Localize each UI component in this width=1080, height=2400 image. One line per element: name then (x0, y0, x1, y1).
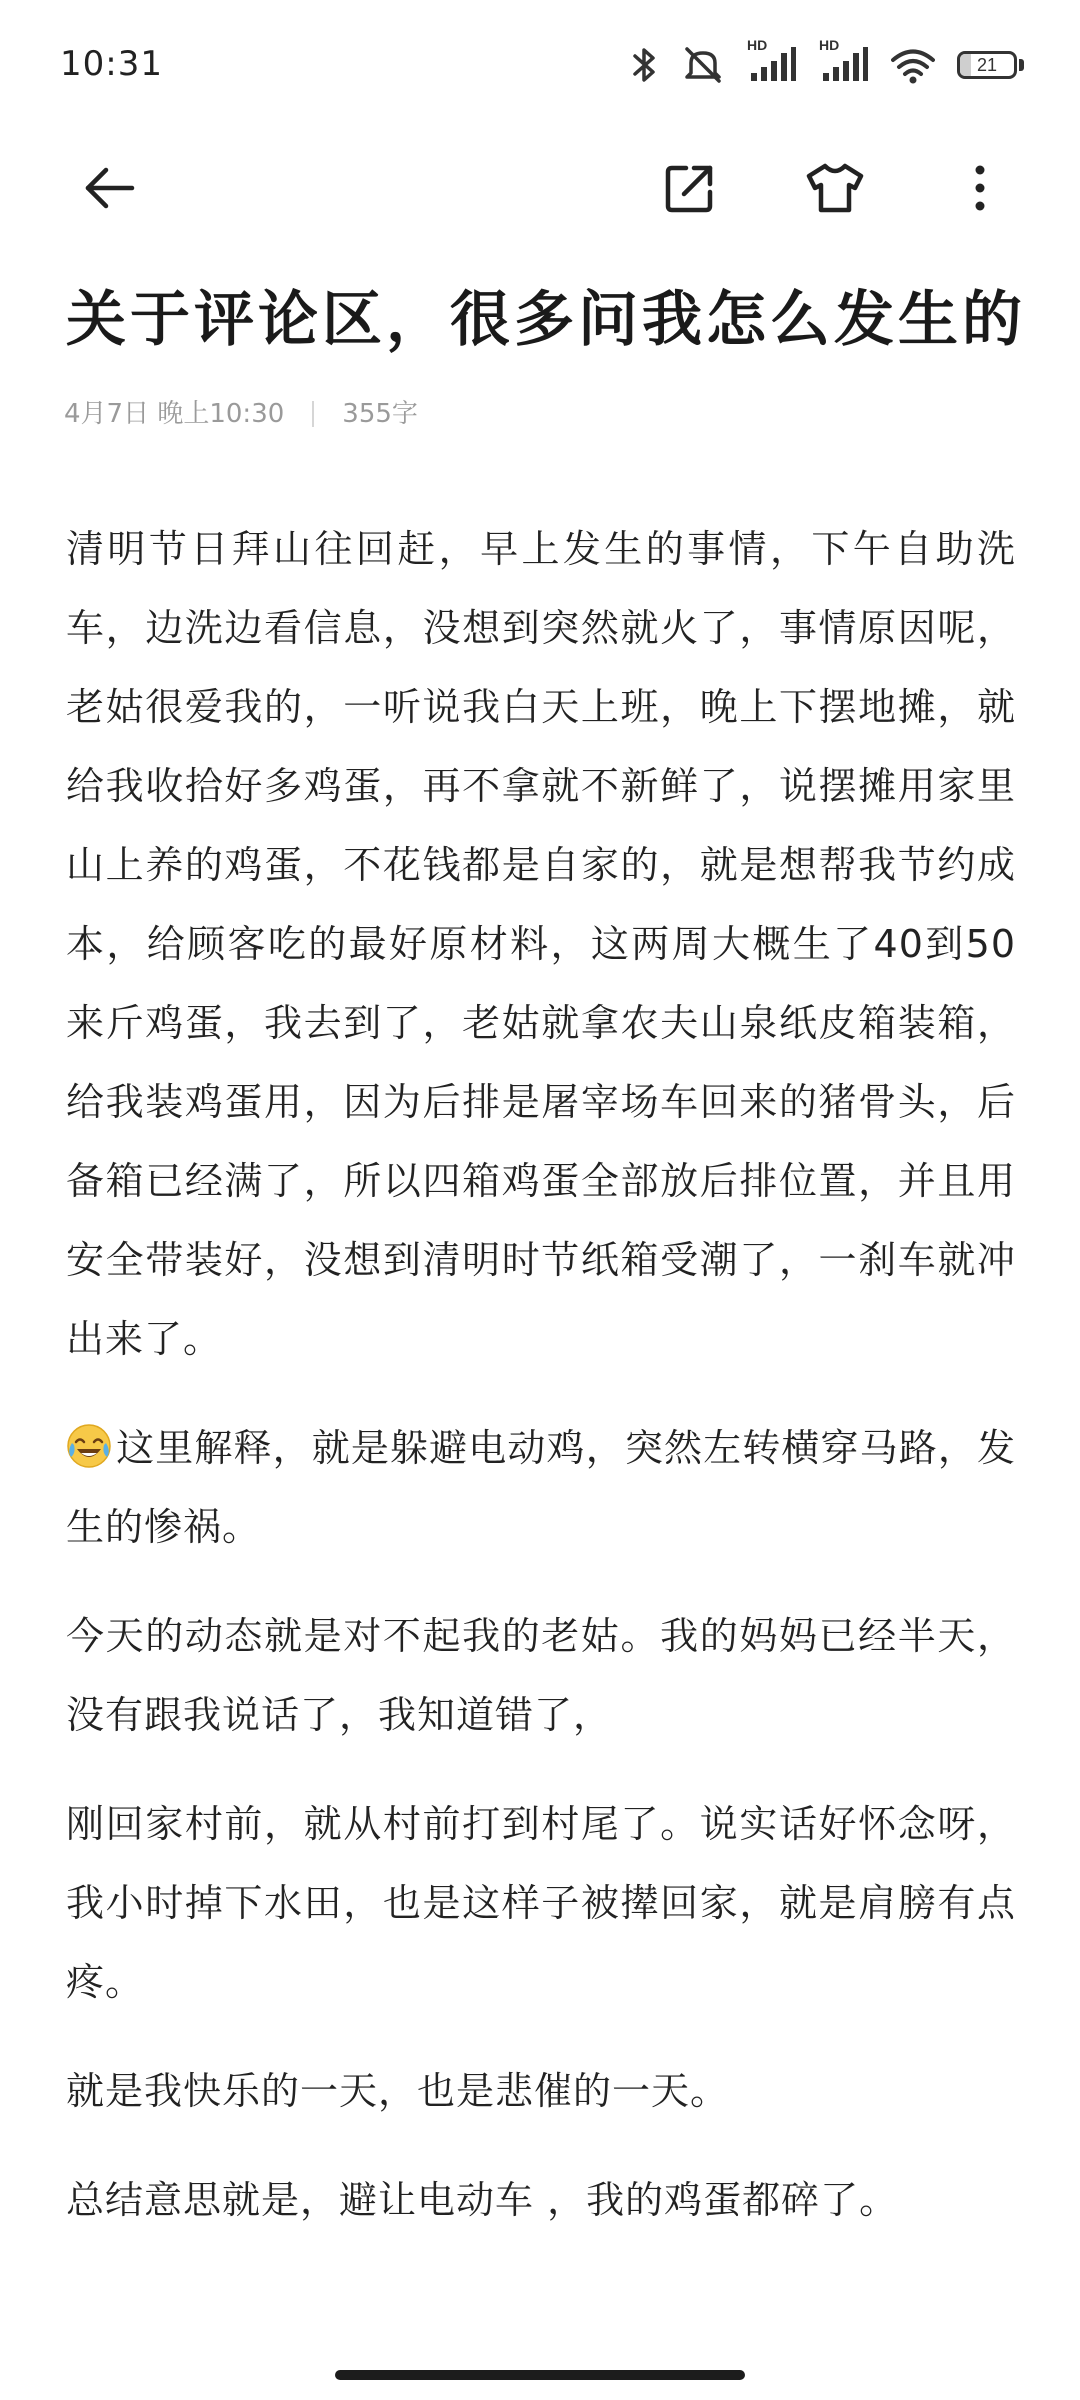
hd-label: HD (747, 37, 768, 53)
battery-icon (957, 51, 1024, 79)
note-paragraph: 清明节日拜山往回赶，早上发生的事情，下午自助洗车，边洗边看信息，没想到突然就火了，事情原因呢，老姑很爱我的，一听说我白天上班，晚上下摆地摊，就给我收拾好多鸡蛋，再不拿就不新鲜了，说摆摊用家里山上养的鸡蛋，不花钱都是自家的，就是想帮我节约成本，给顾客吃的最好原材料，这两周大概生了40到50来斤鸡蛋，我去到了，老姑就拿农夫山泉纸皮箱装箱，给我装鸡蛋用，因为后排是屠宰场车回来的猪骨头，后备箱已经满了，所以四箱鸡蛋全部放后排位置，并且用安全带装好，没想到清明时节纸箱受潮了，一刹车就冲出来了。 (66, 527, 1016, 1361)
note-paragraph-text: 这里解释，就是躲避电动鸡，突然左转横穿马路，发生的惨祸。 (66, 1426, 1016, 1549)
back-button[interactable] (60, 140, 160, 240)
note-paragraph-with-emoji (66, 1409, 1016, 1567)
bluetooth-icon (631, 45, 659, 85)
more-vertical-icon (970, 160, 990, 220)
note-body[interactable] (66, 510, 1016, 2270)
note-title[interactable]: 关于评论区，很多问我怎么发生的 (66, 285, 1026, 355)
share-button[interactable] (640, 140, 740, 240)
hd-label: HD (819, 37, 840, 53)
note-date: 4月7日 晚上10:30 (64, 399, 285, 429)
battery-tip (1019, 59, 1024, 71)
signal-icon (747, 37, 797, 85)
note-meta (64, 394, 418, 434)
shirt-icon (805, 160, 865, 220)
note-paragraph: 就是我快乐的一天，也是悲催的一天。 (66, 2069, 730, 2113)
status-time: 10:31 (60, 44, 163, 84)
battery-fill (960, 54, 971, 76)
note-paragraph: 刚回家村前，就从村前打到村尾了。说实话好怀念呀，我小时掉下水田，也是这样子被撵回家，就是肩膀有点疼。 (66, 1802, 1016, 2004)
theme-button[interactable] (785, 140, 885, 240)
home-indicator[interactable] (335, 2370, 745, 2380)
meta-divider (312, 401, 314, 427)
laughing-crying-emoji-icon (66, 1417, 112, 1463)
share-icon (662, 160, 718, 220)
note-word-count: 355字 (342, 399, 418, 429)
status-icons (631, 37, 1024, 90)
note-paragraph: 总结意思就是，避让电动车 ，我的鸡蛋都碎了。 (66, 2178, 899, 2222)
battery-body (957, 51, 1017, 79)
status-bar (0, 0, 1080, 130)
more-options-button[interactable] (930, 140, 1030, 240)
note-paragraph: 今天的动态就是对不起我的老姑。我的妈妈已经半天，没有跟我说话了，我知道错了， (66, 1614, 1016, 1737)
note-toolbar (0, 140, 1080, 250)
signal-icon (819, 37, 869, 85)
battery-level: 21 (976, 54, 998, 75)
back-arrow-icon (82, 160, 138, 220)
wifi-icon (891, 45, 935, 85)
mute-icon (681, 45, 725, 85)
